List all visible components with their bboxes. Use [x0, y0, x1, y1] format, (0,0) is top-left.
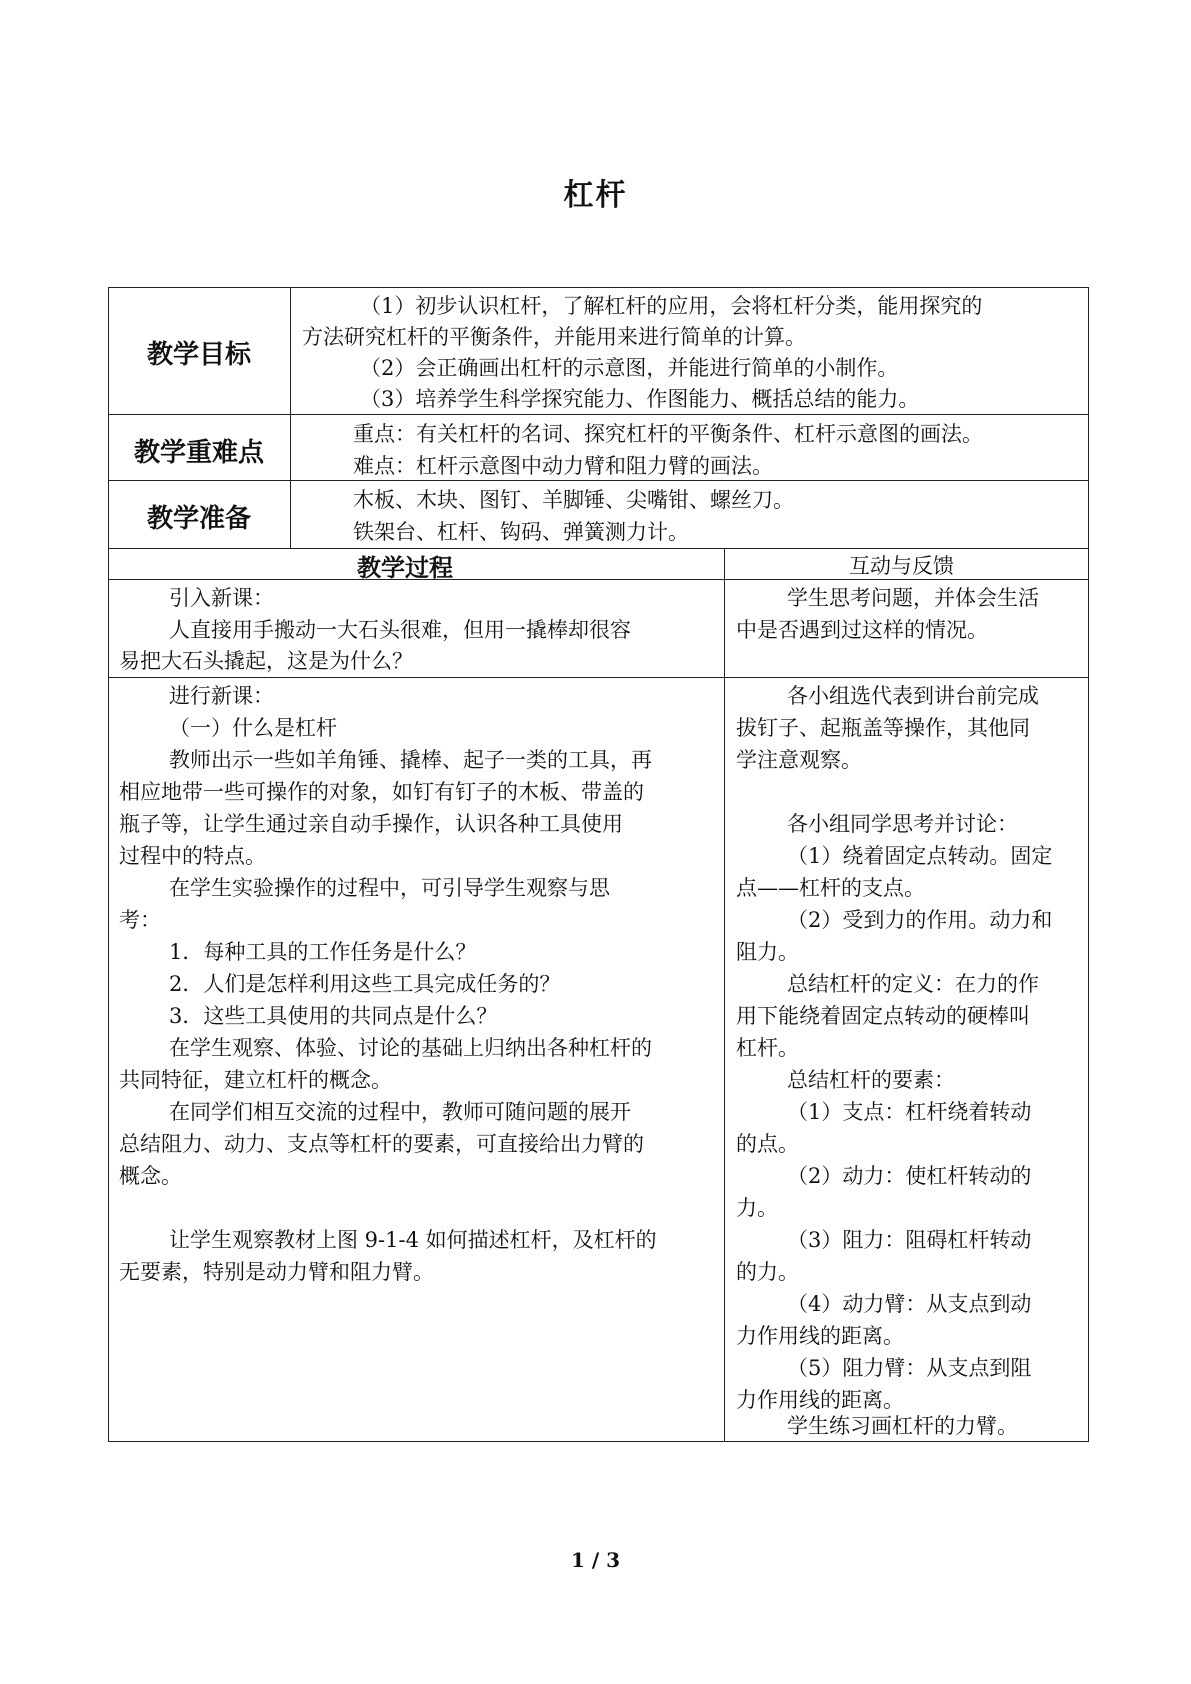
process-header: 教学过程 — [357, 554, 453, 582]
main-right-line-24: 学生练习画杠杆的力臂。 — [787, 1414, 1018, 1438]
intro-left-line-2: 人直接用手搬动一大石头很难，但用一撬棒却很容 — [169, 618, 631, 642]
main-right-line-11: 用下能绕着固定点转动的硬棒叫 — [736, 1004, 1030, 1028]
main-left-line-12: 在学生观察、体验、讨论的基础上归纳出各种杠杆的 — [169, 1036, 652, 1060]
keypoints-line-2: 难点：杠杆示意图中动力臂和阻力臂的画法。 — [353, 454, 773, 478]
preparation-line-1: 木板、木块、图钉、羊脚锤、尖嘴钳、螺丝刀。 — [353, 488, 794, 512]
divider-intro — [108, 677, 1089, 678]
main-left-line-2: （一）什么是杠杆 — [169, 716, 337, 740]
preparation-line-2: 铁架台、杠杆、钩码、弹簧测力计。 — [353, 520, 689, 544]
main-right-line-22: （5）阻力臂：从支点到阻 — [787, 1356, 1032, 1380]
main-right-line-7: 点——杠杆的支点。 — [736, 876, 925, 900]
main-left-line-18: 让学生观察教材上图 9-1-4 如何描述杠杆，及杠杆的 — [169, 1228, 657, 1252]
main-right-line-3: 学注意观察。 — [736, 748, 862, 772]
main-left-line-1: 进行新课： — [169, 684, 274, 708]
main-left-line-3: 教师出示一些如羊角锤、撬棒、起子一类的工具，再 — [169, 748, 652, 772]
label-column-divider — [290, 287, 291, 549]
intro-right-line-2: 中是否遇到过这样的情况。 — [736, 618, 988, 642]
objectives-line-2: 方法研究杠杆的平衡条件，并能用来进行简单的计算。 — [302, 325, 806, 349]
main-right-line-5: 各小组同学思考并讨论： — [787, 812, 1018, 836]
main-left-line-6: 过程中的特点。 — [119, 844, 266, 868]
main-right-line-15: 的点。 — [736, 1132, 799, 1156]
feedback-column-divider — [724, 548, 725, 1442]
main-right-line-23: 力作用线的距离。 — [736, 1388, 904, 1412]
main-right-line-1: 各小组选代表到讲台前完成 — [787, 684, 1039, 708]
main-right-line-16: （2）动力：使杠杆转动的 — [787, 1164, 1032, 1188]
main-left-line-9: 1．每种工具的工作任务是什么？ — [169, 940, 477, 964]
intro-left-line-3: 易把大石头撬起，这是为什么？ — [119, 649, 413, 673]
page-number: 1 / 3 — [570, 1548, 621, 1572]
main-left-line-4: 相应地带一些可操作的对象，如钉有钉子的木板、带盖的 — [119, 780, 644, 804]
main-right-line-14: （1）支点：杠杆绕着转动 — [787, 1100, 1032, 1124]
objectives-line-3: （2）会正确画出杠杆的示意图，并能进行简单的小制作。 — [360, 356, 899, 380]
keypoints-label: 教学重难点 — [133, 438, 264, 468]
main-right-line-12: 杠杆。 — [736, 1036, 799, 1060]
main-right-line-20: （4）动力臂：从支点到动 — [787, 1292, 1032, 1316]
main-left-line-19: 无要素，特别是动力臂和阻力臂。 — [119, 1260, 434, 1284]
main-left-line-16: 概念。 — [119, 1164, 182, 1188]
feedback-header: 互动与反馈 — [849, 554, 954, 578]
main-right-line-19: 的力。 — [736, 1260, 799, 1284]
main-left-line-15: 总结阻力、动力、支点等杠杆的要素，可直接给出力臂的 — [119, 1132, 644, 1156]
main-left-line-10: 2．人们是怎样利用这些工具完成任务的？ — [169, 972, 561, 996]
divider-preparation — [108, 548, 1089, 549]
keypoints-line-1: 重点：有关杠杆的名词、探究杠杆的平衡条件、杠杆示意图的画法。 — [353, 422, 983, 446]
main-left-line-8: 考： — [119, 908, 161, 932]
main-right-line-10: 总结杠杆的定义：在力的作 — [787, 972, 1039, 996]
preparation-label: 教学准备 — [146, 504, 251, 534]
page-title: 杠杆 — [563, 178, 628, 213]
main-right-line-9: 阻力。 — [736, 940, 799, 964]
intro-right-line-1: 学生思考问题，并体会生活 — [787, 586, 1039, 610]
intro-left-line-1: 引入新课： — [169, 586, 274, 610]
objectives-line-4: （3）培养学生科学探究能力、作图能力、概括总结的能力。 — [360, 387, 920, 411]
main-right-line-17: 力。 — [736, 1196, 778, 1220]
main-left-line-7: 在学生实验操作的过程中，可引导学生观察与思 — [169, 876, 610, 900]
main-left-line-14: 在同学们相互交流的过程中，教师可随问题的展开 — [169, 1100, 631, 1124]
main-left-line-11: 3．这些工具使用的共同点是什么？ — [169, 1004, 498, 1028]
main-left-line-5: 瓶子等，让学生通过亲自动手操作，认识各种工具使用 — [119, 812, 623, 836]
main-right-line-21: 力作用线的距离。 — [736, 1324, 904, 1348]
main-left-line-13: 共同特征，建立杠杆的概念。 — [119, 1068, 392, 1092]
main-right-line-6: （1）绕着固定点转动。固定 — [787, 844, 1053, 868]
main-right-line-18: （3）阻力：阻碍杠杆转动 — [787, 1228, 1032, 1252]
main-right-line-2: 拔钉子、起瓶盖等操作，其他同 — [736, 716, 1030, 740]
main-right-line-13: 总结杠杆的要素： — [787, 1068, 955, 1092]
objectives-label: 教学目标 — [146, 340, 251, 370]
main-right-line-8: （2）受到力的作用。动力和 — [787, 908, 1053, 932]
objectives-line-1: （1）初步认识杠杆，了解杠杆的应用，会将杠杆分类，能用探究的 — [360, 294, 983, 318]
